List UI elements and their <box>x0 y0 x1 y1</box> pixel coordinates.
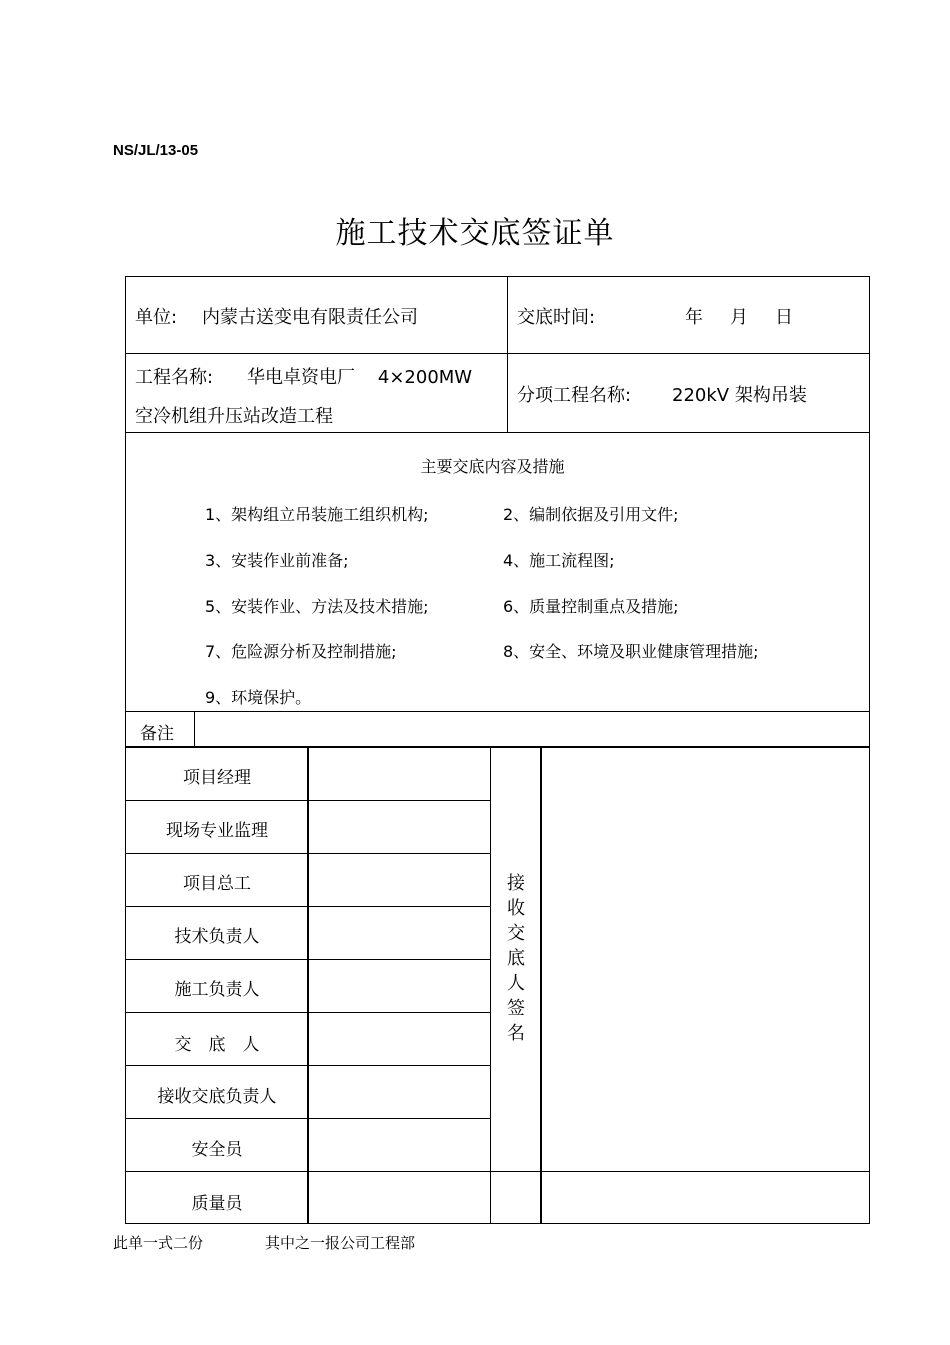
row-divider <box>125 1171 870 1172</box>
column-divider <box>490 746 491 1224</box>
signature-cell[interactable] <box>310 908 489 958</box>
column-divider <box>507 276 508 432</box>
receiver-label-char: 底 <box>507 948 525 969</box>
content-heading: 主要交底内容及措施 <box>420 457 565 476</box>
sub-project-value: 220kV 架构吊装 <box>672 385 807 406</box>
document-title: 施工技术交底签证单 <box>335 216 615 251</box>
project-name-line1: 华电卓资电厂 4×200MW <box>247 367 473 388</box>
document-code: NS/JL/13-05 <box>113 142 199 159</box>
content-item: 8、安全、环境及职业健康管理措施; <box>503 642 759 661</box>
signature-cell[interactable] <box>310 855 489 905</box>
row-divider <box>125 711 870 712</box>
receiver-signature-area[interactable] <box>543 748 868 1170</box>
content-item: 9、环境保护。 <box>205 688 312 707</box>
column-divider <box>540 746 542 1224</box>
signature-cell[interactable] <box>310 1067 489 1117</box>
signature-cell[interactable] <box>310 1014 489 1064</box>
signature-row-label: 安全员 <box>191 1140 243 1160</box>
signature-row-label: 项目经理 <box>183 768 251 788</box>
footer-submission-note: 其中之一报公司工程部 <box>265 1234 416 1252</box>
receiver-signature-label <box>492 871 540 1046</box>
date-year: 年 <box>685 307 703 328</box>
receiver-label-char: 交 <box>507 923 525 944</box>
remarks-input[interactable] <box>196 713 868 745</box>
unit-label: 单位: <box>135 307 178 328</box>
receiver-label-char: 收 <box>507 898 525 919</box>
receiver-label-char: 签 <box>507 998 525 1019</box>
signature-row-label: 接收交底负责人 <box>157 1087 277 1107</box>
signature-cell[interactable] <box>310 1173 489 1223</box>
signature-row-label: 现场专业监理 <box>166 821 268 841</box>
row-divider <box>125 353 870 354</box>
handover-time-label: 交底时间: <box>517 307 596 328</box>
project-name-label: 工程名称: <box>135 367 214 388</box>
content-item: 1、架构组立吊装施工组织机构; <box>205 505 429 524</box>
content-item: 4、施工流程图; <box>503 551 615 570</box>
column-divider <box>194 711 195 746</box>
sub-project-label: 分项工程名称: <box>517 385 632 406</box>
date-month: 月 <box>730 307 748 328</box>
receiver-label-char: 人 <box>507 973 525 994</box>
signature-row-label: 质量员 <box>191 1194 243 1214</box>
signature-row-label: 施工负责人 <box>174 980 260 1000</box>
remarks-label: 备注 <box>140 724 174 744</box>
content-item: 6、质量控制重点及措施; <box>503 597 679 616</box>
signature-row-label: 交 底 人 <box>174 1035 260 1055</box>
row-divider <box>125 432 870 433</box>
signature-row-label: 项目总工 <box>183 874 251 894</box>
footer-copies-note: 此单一式二份 <box>113 1234 204 1252</box>
content-item: 7、危险源分析及控制措施; <box>205 642 397 661</box>
content-item: 5、安装作业、方法及技术措施; <box>205 597 429 616</box>
project-name-line2: 空冷机组升压站改造工程 <box>135 406 333 427</box>
column-divider <box>307 746 309 1224</box>
signature-row-label: 技术负责人 <box>174 927 260 947</box>
content-item: 3、安装作业前准备; <box>205 551 349 570</box>
date-day: 日 <box>775 307 793 328</box>
receiver-label-char: 接 <box>507 873 525 894</box>
signature-cell[interactable] <box>310 961 489 1011</box>
signature-cell[interactable] <box>310 748 489 799</box>
unit-value: 内蒙古送变电有限责任公司 <box>202 307 418 328</box>
signature-cell[interactable] <box>310 802 489 852</box>
receiver-label-char: 名 <box>507 1023 525 1044</box>
content-item: 2、编制依据及引用文件; <box>503 505 679 524</box>
signature-cell[interactable] <box>310 1120 489 1170</box>
